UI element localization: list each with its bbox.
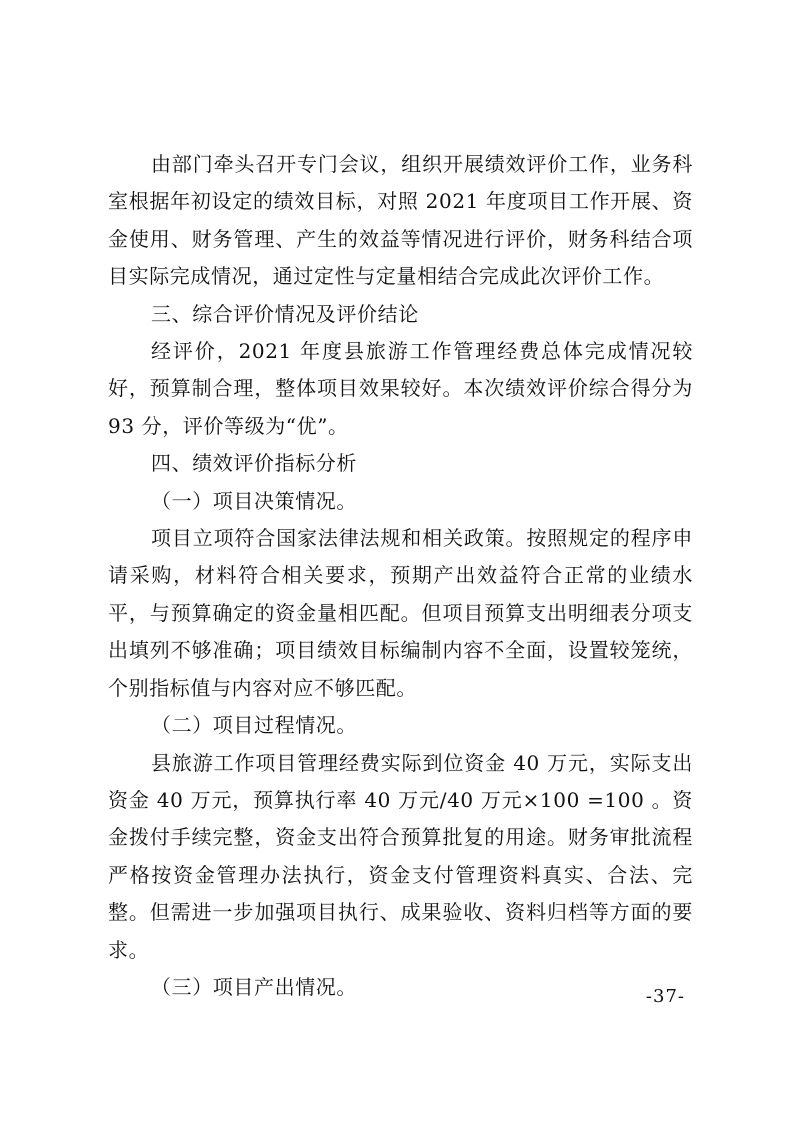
subsection-heading-project-process: （二）项目过程情况。	[151, 713, 357, 738]
paragraph-evaluation-process: 由部门牵头召开专门会议，组织开展绩效评价工作，业务科室根据年初设定的绩效目标，对照 2021 年度项目工作开展、资金使用、财务管理、产生的效益等情况进行评价，财务科结合项目实际完成情况，通过定性与定量相结合完成此次评价工作。	[108, 152, 693, 289]
paragraph-project-process: 县旅游工作项目管理经费实际到位资金 40 万元，实际支出资金 40 万元，预算执行率 40 万元/40 万元×100 =100 。资金拨付手续完整，资金支出符合预算批复的用途。财务审批流程严格按资金管理办法执行，资金支付管理资料真实、合法、完整。但需进一步加强项目执行、成果验收、资料归档等方面的要求。	[108, 750, 693, 962]
body-text	[108, 146, 693, 1006]
page-number: -37-	[645, 986, 685, 1007]
paragraph-project-decision: 项目立项符合国家法律法规和相关政策。按照规定的程序申请采购，材料符合相关要求，预期产出效益符合正常的业绩水平，与预算确定的资金量相匹配。但项目预算支出明细表分项支出填列不够准确；项目绩效目标编制内容不全面，设置较笼统，个别指标值与内容对应不够匹配。	[108, 526, 693, 700]
section-heading-comprehensive-evaluation: 三、综合评价情况及评价结论	[151, 301, 419, 326]
subsection-heading-project-decision: （一）项目决策情况。	[151, 488, 357, 513]
section-heading-indicator-analysis: 四、绩效评价指标分析	[151, 451, 357, 476]
subsection-heading-project-output: （三）项目产出情况。	[151, 974, 357, 999]
paragraph-evaluation-conclusion: 经评价，2021 年度县旅游工作管理经费总体完成情况较好，预算制合理，整体项目效果较好。本次绩效评价综合得分为 93 分，评价等级为“优”。	[108, 339, 693, 438]
